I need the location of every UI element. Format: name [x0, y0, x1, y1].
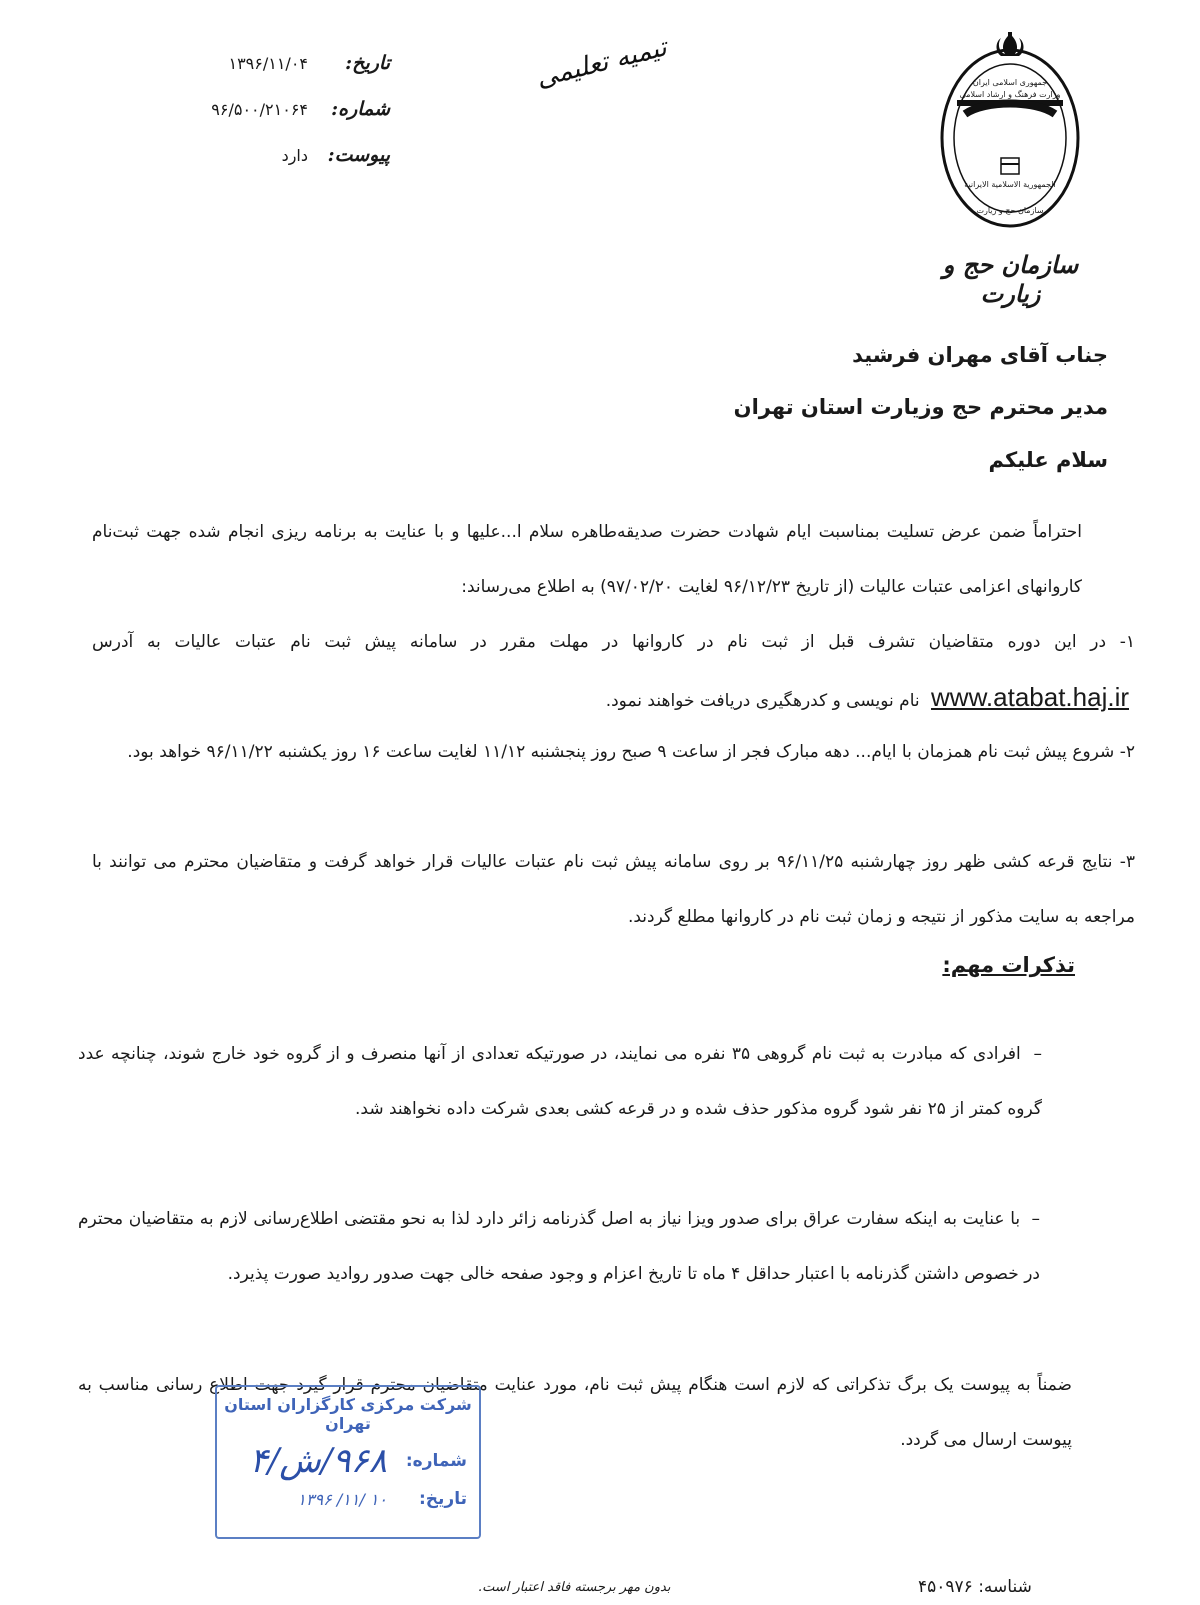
org-logo [935, 30, 1085, 308]
logo-ring-bottom: سازمان حج و زیارت [976, 206, 1044, 215]
logo-ring-top: جمهوری اسلامی ایران [972, 78, 1048, 87]
stamp-date-value: ۱۰ /۱۱/ ۱۳۹۶ [297, 1489, 387, 1509]
footer-note: بدون مهر برجسته فاقد اعتبار است. [478, 1580, 671, 1595]
item-1 [92, 615, 1135, 729]
receipt-stamp [215, 1385, 481, 1539]
item-2-number: ۲- [1119, 742, 1135, 762]
stamp-number-label: شماره: [405, 1451, 467, 1471]
note-1-text: افرادی که مبادرت به ثبت نام گروهی ۳۵ نفره می نمایند، در صورتیکه تعدادی از آنها منصرف و از گروه خود خارج شوند، چنانچه عدد گروه کمتر از ۲۵ نفر شود گروه مذکور حذف شده و در قرعه کشی بعدی شرکت داده نخواهند شد. [78, 1044, 1042, 1119]
attachment-value: دارد [281, 146, 308, 165]
addressee-title: مدیر محترم حج وزیارت استان تهران [733, 395, 1108, 419]
item-2 [92, 725, 1135, 780]
number-row [180, 98, 390, 144]
addressee-name: جناب آقای مهران فرشید [852, 343, 1108, 367]
org-name: سازمان حج و زیارت [942, 250, 1079, 308]
logo-ring-sub: وزارت فرهنگ و ارشاد اسلامی [959, 90, 1061, 99]
date-value: ۱۳۹۶/۱۱/۰۴ [228, 54, 308, 73]
item-3-number: ۳- [1119, 852, 1136, 872]
item-1-number: ۱- [1119, 632, 1135, 652]
attachment-row [180, 144, 390, 190]
item-1-text-after: نام نویسی و کدرهگیری دریافت خواهند نمود. [605, 691, 920, 711]
logo-seal-icon [935, 30, 1085, 230]
number-label: شماره: [331, 98, 390, 120]
stamp-number-value: ۹۶۸/ش/۴ [249, 1441, 387, 1481]
date-row [180, 52, 390, 98]
note-2-text: با عنایت به اینکه سفارت عراق برای صدور ویزا نیاز به اصل گذرنامه زائر دارد لذا به نحو مقتضی اطلاع‌رسانی لازم به متقاضیان محترم در خصوص داشتن گذرنامه با اعتبار حداقل ۴ ماه تا تاریخ اعزام و وجود صفحه خالی جهت صدور روادید صورت پذیرد. [78, 1209, 1040, 1284]
stamp-title: شرکت مرکزی کارگزاران استان تهران [224, 1395, 472, 1433]
closing-paragraph: ضمناً به پیوست یک برگ تذکراتی که لازم است هنگام پیش ثبت نام، مورد عنایت متقاضیان محترم قرار گیرد جهت اطلاع رسانی مناسب به پیوست ارسال می گردد. [78, 1375, 1072, 1450]
iran-emblem-icon [997, 32, 1024, 56]
item-1-text-before: در این دوره متقاضیان تشرف قبل از ثبت نام در کاروانها در مهلت مقرر در سامانه پیش ثبت نام عتبات عالیات به آدرس [92, 632, 1107, 652]
item-3-text: نتایج قرعه کشی ظهر روز چهارشنبه ۹۶/۱۱/۲۵ بر روی سامانه پیش ثبت نام عتبات عالیات قرار خواهد گرفت و متقاضیان محترم می توانند با مراجعه به سایت مذکور از نتیجه و زمان ثبت نام در کاروانها مطلع گردند. [92, 852, 1135, 927]
handwritten-note: تیمیه تعلیمی [533, 32, 670, 94]
letter-meta [180, 52, 390, 190]
dash-icon: – [1020, 1044, 1043, 1064]
note-2 [78, 1192, 1040, 1302]
stamp-number-row [217, 1441, 479, 1481]
stamp-date-label: تاریخ: [419, 1489, 467, 1509]
item-2-text: شروع پیش ثبت نام همزمان با ایام... دهه مبارک فجر از ساعت ۹ صبح روز پنجشنبه ۱۱/۱۲ لغایت ساعت ۱۶ روز یکشنبه ۹۶/۱۱/۲۲ خواهد بود. [127, 742, 1115, 762]
footer-id [918, 1577, 1032, 1597]
notes-title: تذکرات مهم: [942, 953, 1075, 977]
atabat-link[interactable]: www.atabat.haj.ir [931, 682, 1129, 712]
footer-id-label: شناسه: [978, 1577, 1032, 1597]
footer-id-value: ۴۵۰۹۷۶ [918, 1577, 973, 1597]
item-3 [92, 835, 1135, 945]
kaaba-icon [1001, 158, 1019, 174]
number-value: ۹۶/۵۰۰/۲۱۰۶۴ [211, 100, 308, 119]
attachment-label: پیوست: [327, 144, 390, 166]
date-label: تاریخ: [345, 52, 390, 74]
stamp-date-row [217, 1489, 479, 1509]
logo-center-text: الجمهوریة الاسلامیة الایرانیة [964, 180, 1056, 189]
greeting: سلام علیکم [988, 448, 1108, 472]
dash-icon: – [1020, 1209, 1040, 1229]
note-1 [78, 1027, 1042, 1137]
intro-paragraph: احتراماً ضمن عرض تسلیت بمناسبت ایام شهادت حضرت صدیقه‌طاهره سلام ا...علیها و با عنایت به برنامه ریزی انجام شده جهت ثبت‌نام کاروانهای اعزامی عتبات عالیات (از تاریخ ۹۶/۱۲/۲۳ لغایت ۹۷/۰۲/۲۰) به اطلاع می‌رساند: [92, 522, 1082, 597]
